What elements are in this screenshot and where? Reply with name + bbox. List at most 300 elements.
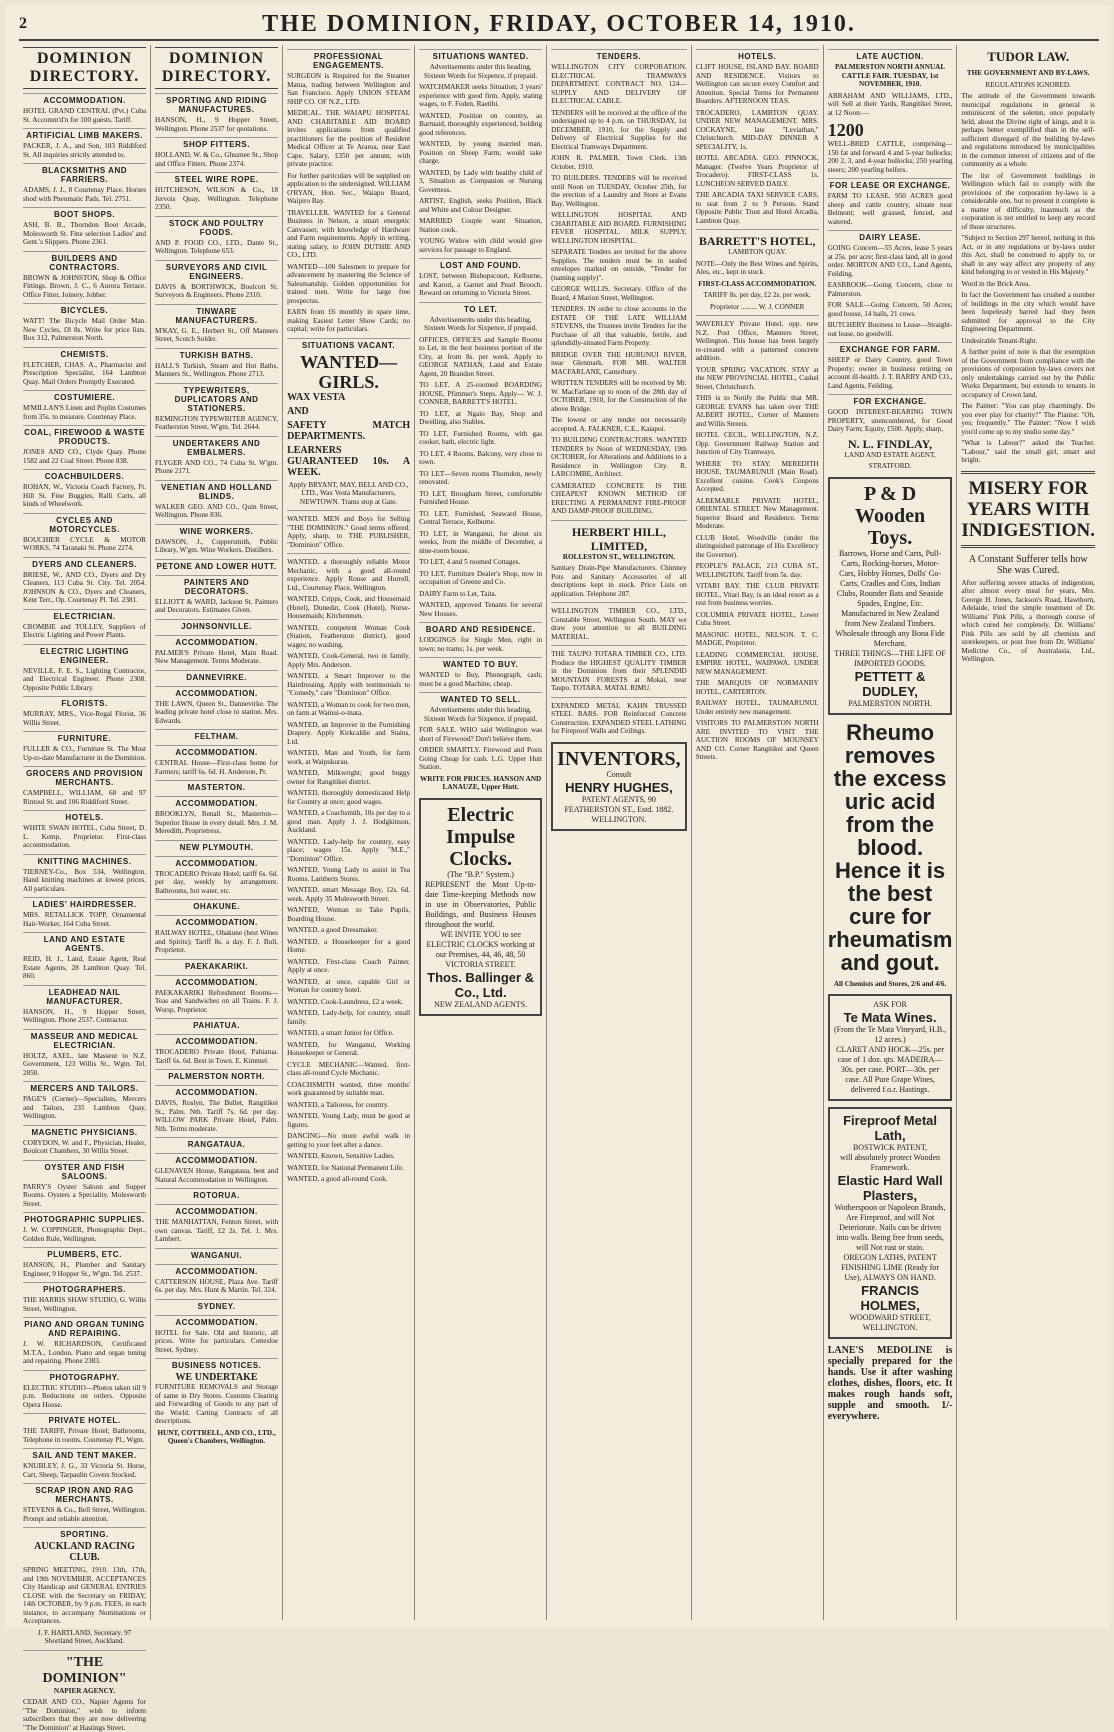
situation-ad: MARRIED Couple want Situation, Station cook. [419, 217, 543, 234]
hotel-ad: COLUMBIA PRIVATE HOTEL, Lower Cuba Street. [695, 610, 819, 627]
directory-section-heading: ACCOMMODATION. [155, 975, 278, 987]
directory-section-entry: PALMER'S Private Hotel, Main Road. New Management. Terms Moderate. [155, 648, 279, 665]
vacant-ad: WANTED, competent Woman Cook (Station, Featherston district), good wages; no washing. [287, 623, 411, 649]
column-1 [19, 45, 151, 1732]
exchange-text: SHEEP or Dairy Country, good Town Property; owner in business retiring on account ill-health. J. T. BARRY AND CO., Land Agents, Feilding. [827, 356, 953, 390]
cattle-text: WELL-BRED CATTLE, comprising— 150 fat and forward 4 and 5-year bullocks; 200 2, 3, and 4-year bullocks; 250 yearling steers; 200 yearling heifers. [827, 140, 953, 174]
tender-ad: CAMERATED CONCRETE IS THE CHEAPEST KNOWN METHOD OF ERECTING A PERMANENT FIRE-PROOF AND DAMP-PROOF BUILDING. [551, 481, 687, 515]
directory-section-heading: SYDNEY. [155, 1299, 278, 1311]
auction-heading: LATE AUCTION. [828, 49, 953, 61]
directory-section-heading: FLORISTS. [23, 696, 146, 708]
directory-section-entry: MURRAY, MRS., Vice-Regal Florist, 36 Willis Street. [23, 710, 147, 727]
inventors-ad [551, 742, 687, 831]
tender-ad: WELLINGTON CITY CORPORATION. ELECTRICAL TRAMWAYS DEPARTMENT. CONTRACT NO. 124—SUPPLY AND DELIVERY OF ELECTRICAL CABLE. [551, 63, 687, 105]
clocks-firm: Thos. Ballinger & Co., Ltd. [427, 969, 535, 1000]
directory-section-heading: ELECTRICIAN. [23, 609, 146, 621]
vacant-ad: WANTED, a smart Junior for Office. [287, 1029, 394, 1037]
lath-plaster-sub: Wotherspoon or Napoleon Brands, [834, 1203, 946, 1212]
directory-section-heading: PAINTERS AND DECORATORS. [155, 575, 278, 596]
article-paragraph: The attitude of the Government towards municipal regulations in general is reminiscent of the solemn, once popularly held, about the Divine right of kings, and it is perhaps better exemplified than in the self-sufficient disregard of the building by-laws and regulations introduced by municipalities in the common interest of citizens and of the community as a whole. [961, 92, 1095, 168]
wines-ad [828, 994, 953, 1101]
vacant-ad: WANTED, a Smart Improver to the Hairdressing. Apply with testimonials to "Comedy," care "Dominion" Office. [287, 672, 411, 697]
directory-section-heading: DYERS AND CLEANERS. [23, 557, 146, 569]
directory-section-entry: CROMBIE and TOLLEY, Suppliers of Electric Lighting and Power Plants. [23, 622, 147, 639]
directory-section-heading: WINE WORKERS. [155, 524, 278, 536]
directory-section-entry: CAMPBELL, WILLIAM, 68 and 97 Rintoul St. and 106 Riddiford Street. [23, 789, 147, 806]
inventors-title: INVENTORS, [557, 747, 681, 770]
undertake-title: WE UNDERTAKE [175, 1372, 258, 1383]
newspaper-title: THE DOMINION, FRIDAY, OCTOBER 14, 1910. [262, 10, 856, 37]
directory-section-heading: HOTELS. [23, 810, 146, 822]
directory-section-entry: WALKER GEO. AND CO., Quin Street, Wellington. Phone 836. [155, 502, 279, 519]
directory-section-entry: TROCADERO Private Hotel, Pahiatua. Tariff 6s. 6d. Best in Town. E. Kimmel. [155, 1048, 279, 1065]
dominion-ad-subtitle: NAPIER AGENCY. [53, 1686, 116, 1695]
directory-section-entry: WATT! The Bicycle Mail Order Man. New Cycles, £8 8s. Write for price lists. Box 312, Palmerston North. [23, 317, 147, 342]
directory-section-heading: COSTUMIERE. [23, 390, 146, 402]
tolet-ad: TO LET, Brougham Street, comfortable Furnished House. [419, 489, 543, 506]
directory-section-heading: STEEL WIRE ROPE. [155, 172, 278, 184]
directory-section-entry: THE HARRIS SHAW STUDIO, G. Willis Street, Wellington. [23, 1296, 147, 1313]
column-7 [824, 45, 958, 1620]
directory-section-heading: BICYCLES. [23, 303, 146, 315]
directory-section-heading: COACHBUILDERS. [23, 469, 146, 481]
directory-section-heading: MERCERS AND TAILORS. [23, 1081, 146, 1093]
clocks-title: Electric Impulse Clocks. [446, 803, 516, 870]
farm-ad: EASBROOK—Going Concern, close to Palmerston. [827, 281, 953, 298]
farm-ad: FOR SALE—Going Concern, 50 Acres; good house, 14 bails, 21 cows. [827, 301, 953, 318]
directory-section-heading: PAEKAKARIKI. [155, 959, 278, 971]
lath-plaster: Elastic Hard Wall Plasters, [837, 1173, 943, 1203]
offices-ad: OFFICES. OFFICES and Sample Rooms to Let, in the best business portion of the City, at from 8s. per week. Apply to GEORGE NATHAN, Land and Estate Agent, 20 Brandon Street. [419, 335, 543, 378]
steel-ad: EXPANDED METAL KAHN TRUSSED STEEL BARS. FOR Reinforced Concrete Construction. EXPANDED STEEL LATHING for Fireproof Walls and Ceilings. [551, 701, 687, 735]
directory-section-entry: BROWN & JOHNSTON, Shop & Office Fittings. Brown, J. C., 6 Aurora Terrace. Office Fitter, Joinery, Jobber. [23, 273, 147, 299]
directory-section-heading: ACCOMMODATION. [155, 635, 278, 647]
directory-section-entry: BRIESE, W., AND CO., Dyers and Dry Cleaners, 113 Cuba St. City. Tel. 2054. JOHNSON & CO., Dyers and Cleaners, Kent Terr., Op. Courtenay Pl. Tel. 2381. [23, 570, 147, 604]
rheumo-ad: Rheumo removes the excess uric acid from the blood. Hence it is the best cure for rheumatism and gout. [827, 719, 953, 975]
tolet-ad: TO LET, in Wanganui, for about six weeks, from the middle of December, a nine-room house. [419, 529, 543, 555]
directory-section-heading: MASTERTON. [155, 780, 278, 792]
misery-sub: A Constant Sufferer tells how She was Cured. [968, 553, 1088, 576]
wanted-girls-line: LEARNERS GUARANTEED 10s. A WEEK. [287, 444, 411, 478]
directory-section-heading: ACCOMMODATION. [155, 1153, 278, 1165]
vacant-ad: WANTED, Lady-help, for country, small family. [287, 1009, 411, 1026]
barretts-note: NOTE—Only the Best Wines and Spirits, Ales, etc., kept in stock. [695, 259, 819, 276]
tolet-heading: TO LET. [419, 302, 542, 314]
columns [19, 45, 1099, 1732]
directory-section-entry: ASH, B. B., Thorndon Boot Arcade, Molesworth St. Fine selection Ladies' and Gent.'s Slippers. Phone 2361. [23, 221, 147, 246]
clocks-ad [419, 798, 542, 1016]
write-prices: WRITE FOR PRICES. HANSON AND LANAUZE, Upper Hutt. [420, 774, 542, 791]
tolet-note: Advertisements under this heading, Sixteen Words for Sixpence, if prepaid. [423, 315, 538, 332]
directory-section-heading: CYCLES AND MOTORCYCLES. [23, 513, 146, 534]
article-paragraph: Word in the Brick Area. [961, 279, 1031, 288]
vacant-ad: WANTED, First-class Coach Painter. Apply at once. [287, 957, 411, 974]
directory-section-heading: COAL, FIREWOOD & WASTE PRODUCTS. [23, 425, 146, 446]
directory-section-heading: BOOT SHOPS. [23, 207, 146, 219]
vacant-ad: CYCLE MECHANIC—Wanted, first-class all-round Cycle Mechanic. [287, 1060, 411, 1077]
tolet-ad: TO LET, Furniture Dealer's Shop, now in occupation of Greene and Co. [419, 569, 543, 586]
lath-sub: BOSTWICK PATENT, [852, 1143, 928, 1152]
directory-section-entry: KNUBLEY, J. G., 33 Victoria St. Horse, Cart, Sheep, Tarpaulin Covers Stocked. [23, 1462, 147, 1479]
hotels-items-2 [696, 320, 819, 762]
tender-ad: JOHN R. PALMER, Town Clerk. 13th October, 1910. [551, 154, 687, 171]
directory-section-heading: MASSEUR AND MEDICAL ELECTRICIAN. [23, 1029, 146, 1050]
situations-wanted-heading: SITUATIONS WANTED. [419, 49, 542, 61]
directory-section-entry: CORYDON, W. and F., Physician, Healer, Boulcott Chambers, 30 Willis Street. [23, 1138, 147, 1155]
lath-lime: OREGON LATHS, PATENT FINISHING LIME (Ready for Use), ALWAYS ON HAND. [841, 1253, 940, 1282]
directory-section-heading: MAGNETIC PHYSICIANS. [23, 1125, 146, 1137]
directory-section-entry: FLYGER AND CO., 74 Cuba St. W'gtn. Phone 2171. [155, 458, 279, 475]
hotel-ad: THE MARQUIS OF NORMANBY HOTEL, CARTERTON. [695, 679, 819, 696]
tolet-ad: TO LET—Seven rooms Thorndon, newly renovated. [419, 469, 543, 486]
findlay-place: STRATFORD. [868, 462, 912, 470]
tender-ad: The lowest or any tender not necessarily accepted. A. FALKNER, C.E., Kaiapoi. [551, 416, 687, 433]
vacant-ad: WANTED, Cripps, Cook, and Housemaid (Hotel), Dunedin, Cook (Hotel), Nurse-Housemaids; Kitchenmen. [287, 595, 411, 620]
forsale-text: FOR SALE. WHO said Wellington was short of Firewood? Don't believe them. [419, 726, 543, 743]
directory-section-heading: OYSTER AND FISH SALOONS. [23, 1160, 146, 1181]
tenders-items [551, 63, 687, 516]
herbert-hill-text: Sanitary Drain-Pipe Manufacturers. Chimney Pots and Sanitary Accessories of all descriptions kept in stock. Price Lists on application. Telephone 287. [551, 564, 687, 598]
lease-heading: FOR LEASE OR EXCHANGE. [828, 178, 953, 190]
directory-section-entry: RAILWAY HOTEL, Ohakune (best Wines and Spirits); Tariff 8s. a day. F. J. Bull, Proprietor. [155, 929, 279, 954]
wanted-girls-line: AND [287, 405, 309, 417]
page-number: 2 [19, 15, 27, 32]
directory-section-entry: BOUCHIER CYCLE & MOTOR WORKS, 74 Taranaki St. Phone 2274. [23, 535, 147, 552]
cattle-count: 1200 [827, 120, 864, 140]
tenders-heading: TENDERS. [551, 49, 687, 61]
article-paragraph: The list of Government buildings in Wellington which fail to comply with the provisions of the corporation by-laws is a considerable one, but to present it complete is a matter of difficulty, inasmuch as the corporation is not entitled to keep any record of those structures. [961, 171, 1095, 231]
directory-section-entry: M'MILLAN'S Linen and Poplin Costumes from 35s. to measure. Courtenay Place. [23, 404, 147, 421]
directory-section-heading: ACCOMMODATION. [155, 1264, 278, 1276]
vacant-ad: WANTED, Man and Youth, for farm work, at Waipukurau. [287, 749, 411, 766]
tender-ad: TO BUILDING CONTRACTORS. WANTED TENDERS by Noon of WEDNESDAY, 19th OCTOBER, for Alterations and Additions to a Residence in Wellington City. R. LARCOMBE, Architect. [551, 436, 687, 478]
tolet-ad: WANTED, approved Tenants for several New Houses. [419, 601, 543, 618]
professional-heading: PROFESSIONAL ENGAGEMENTS. [287, 49, 410, 70]
directory-section-entry: J. W. COPPINGER, Photographic Dept., Golden Rule, Wellington. [23, 1226, 147, 1243]
lease-text: FARM TO LEASE. 950 ACRES good sheep and cattle country, situate near Belmont; well grassed, fenced, and watered. [827, 192, 953, 226]
timber-ad: WELLINGTON TIMBER CO., LTD., Constable Street, Wellington South. MAY we draw your attention to all BUILDING MATERIAL. [551, 607, 687, 641]
article-paragraph: The Painter: "You can play charmingly. Do you ever play for charity?" The Pianist: "Oh, yes; frequently." The Painter: "Now I wish you'd come up to my studio some day." [961, 402, 1095, 436]
hotel-ad: HOTEL CECIL, WELLINGTON, N.Z. Opp. Government Railway Station and Junction of City Tramways. [695, 431, 819, 456]
directory-section-heading: LEADHEAD NAIL MANUFACTURER. [23, 985, 146, 1006]
situation-ad: WANTED, by Lady with healthy child of 3, Situation as Companion or Nursing Governess. [419, 168, 543, 194]
directory-section-heading: BUILDERS AND CONTRACTORS. [23, 251, 146, 272]
vacant-ad: WANTED, Cook-General, two in family. Apply Mrs. Anderson. [287, 652, 411, 669]
directory-section-entry: TROCADERO Private Hotel; tariff 6s. 6d. per day, weekly by arrangement. Bathrooms, hot water, etc. [155, 869, 279, 895]
directory-section-entry: STEVENS & Co., Bell Street, Wellington. Prompt and reliable attention. [23, 1506, 147, 1523]
directory-section-heading: OHAKUNE. [155, 899, 278, 911]
directory-section-entry: DAWSON, J., Coppersmith, Public Library, W'gtn. Wine Workers, Distillers. [155, 537, 279, 554]
directory-section-heading: SHOP FITTERS. [155, 137, 278, 149]
toys-place: PALMERSTON NORTH. [848, 698, 932, 708]
lath-text: will absolutely protect Wooden Framework. [840, 1153, 940, 1172]
professional-ad: MEDICAL. THE WAIAPU HOSPITAL AND CHARITABLE AID BOARD invites applications from qualified practitioners for the position of Resident Medical Officer at Te Araroa, near East Cape. Salary, £350 per annum, with private practice. [287, 109, 411, 168]
column-4 [415, 45, 547, 1620]
tender-ad: GEORGE WILLIS, Secretary. Office of the Board, 4 Marion Street, Wellington. [551, 285, 687, 302]
herbert-hill-addr: ROLLESTON ST., WELLINGTON. [562, 552, 676, 561]
situations-note: Advertisements under this heading, Sixteen Words for Sixpence, if prepaid. [423, 63, 538, 80]
vacant-ad: WANTED, for Wanganui, Working Housekeeper or General. [287, 1040, 411, 1057]
lath-text2: Are Fireproof, and will Not Deteriorate. Nails can be driven into walls. Being free from seeds, will Not rust or stain. [836, 1213, 944, 1252]
directory-section-heading: ACCOMMODATION. [155, 686, 278, 698]
buy-heading: WANTED TO BUY. [419, 657, 542, 669]
clocks-cta: WE INVITE YOU to see ELECTRIC CLOCKS working at our Premises, 44, 46, 48, 50 VICTORIA STREET. [426, 929, 535, 969]
situations-items [419, 83, 542, 254]
directory-section-heading: LAND AND ESTATE AGENTS. [23, 932, 146, 953]
exchange-heading: EXCHANGE FOR FARM. [828, 342, 953, 354]
tolet-items [419, 410, 542, 619]
directory-section-heading: TURKISH BATHS. [155, 348, 278, 360]
hotel-ad: VISITORS TO PALMERSTON NORTH ARE INVITED TO VISIT THE AUCTION ROOMS OF MOUNSEY AND CO. Corner Rangitikei and Queen Streets. [695, 719, 819, 761]
farm-ad: BUTCHERY Business to Lease—Straight-out lease, no goodwill. [827, 321, 953, 338]
directory-section-heading: SAIL AND TENT MAKER. [23, 1448, 146, 1460]
lost-heading: LOST AND FOUND. [419, 258, 542, 270]
professional-items [287, 72, 410, 334]
inventors-text: PATENT AGENTS, 90 FEATHERSTON ST., Estd. 1882. WELLINGTON. [564, 794, 674, 824]
directory-section-entry: JONES AND CO., Clyde Quay. Phone 1582 and 22 Coal Street. Phone 838. [23, 448, 147, 465]
toys-brand: P & D [863, 482, 917, 505]
column-8 [957, 45, 1099, 1620]
vacant-ad: WANTED, a Tailoress, for country. [287, 1100, 389, 1109]
directory-section-heading: PALMERSTON NORTH. [155, 1069, 278, 1081]
racing-club-name: AUCKLAND RACING CLUB. [34, 1541, 135, 1563]
wanted-men: WANTED. MEN and Boys for Selling "THE DOMINION." Good terms offered. Apply, sharp, to THE PUBLISHER, "Dominion" Office. [287, 515, 411, 549]
hotel-ad: WHERE TO STAY. MEREDITH HOUSE, TAUMARUNUI (Main Road). Excellent cuisine. Cook's Coupons Accepted. [695, 459, 819, 493]
tolet-ad: DAIRY Farm to Let, Taita. [419, 589, 497, 598]
directory-section-entry: CATTERSON HOUSE, Plaza Ave. Tariff 6s. per day. Mrs. Hunt & Martin. Tel. 324. [155, 1277, 279, 1294]
hotel-ad: LEADING COMMERCIAL HOUSE. EMPIRE HOTEL, WAIPAWA. UNDER NEW MANAGEMENT. [695, 650, 819, 676]
hotels-items [696, 63, 819, 225]
directory-section-heading: ACCOMMODATION. [155, 1315, 278, 1327]
column-2 [151, 45, 283, 1620]
directory-section-heading: TINWARE MANUFACTURERS. [155, 304, 278, 325]
article-paragraph: A further point of note is that the exemption of the Government from compliance with the provisions of corporation by-laws covers not only undertakings carried out by the Public Works Department, but extends to tenants in occupancy of Crown land. [961, 348, 1095, 399]
article-paragraph: "Subject to Section 297 hereof, nothing in this Act, or in any regulations or by-laws under this Act, shall be construed to apply to, or shall in any way affect any property of any kind belonging to or vested in His Majesty." [961, 234, 1095, 276]
vacant-ad: WANTED, a good Dressmaker. [287, 926, 378, 934]
directory-section-heading: ACCOMMODATION. [155, 856, 278, 868]
directory-section-entry: PAEKAKARIKI Refreshment Rooms—Teas and Sandwiches on all Trains. F. J. Worsp, Proprietor. [155, 988, 279, 1014]
directory-section-entry: ADAMS, J. J., 8 Courtenay Place. Horses shod with Pneumatic Pads. Tel. 2751. [23, 186, 147, 203]
directory-section-heading: BLACKSMITHS AND FARRIERS. [23, 163, 146, 184]
sell-heading: WANTED TO SELL. [419, 692, 542, 704]
tolet-ad: TO LET, 4 and 5 roomed Cottages. [419, 558, 521, 566]
directory-section-heading: ACCOMMODATION. [155, 915, 278, 927]
auction-text: PALMERSTON NORTH ANNUAL CATTLE FAIR. TUESDAY, 1st NOVEMBER, 1910. [835, 63, 946, 88]
directory-section-entry: BROOKLYN, Renall St., Masterton—Superior House in every detail. Mrs. J. M. Meredith, Proprietress. [155, 810, 279, 835]
tolet-ad: TO LET, Furnished Rooms, with gas cooker, bath, electric light. [419, 429, 543, 446]
directory-section-entry: HOLTZ, AXEL, late Masseur to N.Z. Government, 123 Willis St., Wgtn. Tel. 2850. [23, 1051, 147, 1077]
directory-section-heading: ACCOMMODATION. [155, 1085, 278, 1097]
vacant-ad: WANTED, at once, capable Girl or Woman for country hotel. [287, 977, 411, 994]
directory-section-entry: THE MANHATTAN, Fenton Street, with own canvas. Tariff, £2 2s. Tel. 1. Mrs. Lambert. [155, 1218, 279, 1243]
hotel-ad: THIS is to Notify the Public that MR. GEORGE EVANS has taken over THE ALBERT HOTEL, Corner of Manners and Willis Streets. [695, 394, 819, 428]
directory-section-heading: FURNITURE. [23, 731, 146, 743]
boarding-ad: TO LET. A 25-roomed BOARDING HOUSE, Pfimmer's Steps. Apply— W. J. CONNER, BARRETT'S HOTEL. [419, 381, 543, 406]
order-smartly: ORDER SMARTLY. Firewood and Posts Going Cheap for cash. L.G. Upper Hutt Station. [419, 746, 543, 771]
for-exchange-heading: FOR EXCHANGE. [828, 394, 953, 406]
professional-ad: For further particulars will be supplied on application to the undersigned. WILLIAM O'RYAN, Hon. Sec., Waiapu Board, Waipiro Bay. [287, 171, 411, 205]
vacant-ad: WANTED, Young Lady, must be good at figures. [287, 1112, 411, 1129]
directory-section-entry: FLETCHER, CHAS. A., Pharmacist and Prescription Specialist, 164 Lambton Quay. Mail Orders Promptly Executed. [23, 360, 147, 386]
wanted-girls-apply: Apply BRYANT, MAY, BELL AND CO., LTD., Wax Vesta Manufacturers, NEWTOWN. Trams stop at Gate. [288, 480, 409, 506]
situation-ad: YOUNG Widow with child would give services for passage to England. [419, 237, 543, 254]
dairy-text: GOING Concern—55 Acres, lease 5 years at 25s. per acre; first-class land, all in good order. MORTON AND CO., Land Agents, Feilding. [827, 244, 953, 278]
vacant-ad: WANTED, Young Lady to assist in Tea Rooms. Lamberts Stores. [287, 866, 411, 883]
directory-section-heading: PHOTOGRAPHIC SUPPLIES. [23, 1212, 146, 1224]
tolet-ad: TO LET, Furnished, Seaward House, Central Terrace, Kelburne. [419, 509, 543, 526]
directory-section-entry: DAVIS & BORTHWICK, Boulcott St. Surveyors & Engineers. Phone 2310. [155, 282, 279, 299]
clocks-subtitle: (The "B.P." System.) [447, 869, 514, 879]
directory-section-heading: SPORTING AND RIDING MANUFACTURES. [155, 93, 278, 114]
board-heading: BOARD AND RESIDENCE. [419, 622, 542, 634]
directory-section-heading: SURVEYORS AND CIVIL ENGINEERS. [155, 260, 278, 281]
directory-section-heading: PETONE AND LOWER HUTT. [155, 559, 278, 571]
directory-section-heading: VENETIAN AND HOLLAND BLINDS. [155, 480, 278, 501]
directory-section-entry: HUTCHESON, WILSON & Co., 18 Jervois Quay, Wellington. Telephone 2350. [155, 186, 279, 211]
directory-section-heading: PHOTOGRAPHERS. [23, 1282, 146, 1294]
professional-ad: TRAVELLER. WANTED for a General Business in Nelson, a smart energetic Canvasser, with knowledge of Hardware and Farm requirements. Apply in writing, stating salary, to JOHN DUTHIE AND CO., LTD. [287, 208, 411, 259]
directory-section-entry: GLENAVEN House, Rangataua, best and Natural Accommodation in Wellington. [155, 1167, 279, 1184]
sell-note: Advertisements under this heading, Sixteen Words for Sixpence, if prepaid. [423, 706, 538, 723]
situation-ad: WANTED, by young married man, Position on Sheep Farm; would take charge. [419, 140, 543, 165]
racing-sign: J. F. HARTLAND, Secretary. 97 Shortland Street, Auckland. [37, 1628, 132, 1645]
vacant-ad: WANTED, Woman to Take Pupils, Boarding House. [287, 906, 411, 923]
professional-ad: SURGEON is Required for the Steamer Matua, trading between Wellington and San Francisco. Apply UNION STEAM SHIP CO. OF N.Z., LTD. [287, 72, 411, 106]
directory-section-entry: DAVIS, Roslyn, The Bullet, Rangitikei St., Palm. Nth. Tariff 7s. 6d. per day. WILLOW PARK Private Hotel, Palm. Nth. Terms moderate. [155, 1099, 279, 1133]
tender-ad: TENDERS. IN order to close accounts in the ESTATE OF THE LATE WILLIAM STEVENS, the Trustees invite Tenders for the Purchase of all that valuable, fertile, and splendidly-situated Farm Property. [551, 305, 687, 347]
directory-section-heading: STOCK AND POULTRY FOODS. [155, 216, 278, 237]
inventors-sub: Consult [606, 769, 632, 779]
directory-section-heading: PRIVATE HOTEL. [23, 1413, 146, 1425]
toys-wholesale: Wholesale through any Bona Fide Merchant. [835, 628, 945, 648]
tender-ad: TENDERS will be received at the office of the undersigned up to 4 p.m. on THURSDAY, 1st DECEMBER, 1910, for the Supply and Delivery of Electrical Supplies for the Electrical Tramways Department. [551, 108, 687, 151]
vacant-ad: WANTED, Cook-Laundress, £2 a week. [287, 997, 404, 1006]
directory-section-heading: RANGATAUA. [155, 1137, 278, 1149]
undertake-text: FURNITURE REMOVALS and Storage of same in Dry Stores. Customs Clearing and Forwarding of Goods to any part of the World. Carting Contracts of all descriptions. [155, 1383, 279, 1425]
directory-section-heading: ACCOMMODATION. [155, 1034, 278, 1046]
directory-heading: DOMINION DIRECTORY. [23, 47, 146, 89]
directory-section-heading: SCRAP IRON AND RAG MERCHANTS. [23, 1483, 146, 1504]
hotel-ad: CLIFT HOUSE, ISLAND BAY. BOARD AND RESIDENCE. Visitors to Wellington can secure every Comfort and Attention. Special Terms for Permanent Boarders. AFTERNOON TEAS. [695, 63, 819, 105]
undertake-sign: HUNT, COTTRELL, AND CO., LTD., Queen's Chambers, Wellington. [157, 1428, 276, 1445]
article-body [961, 92, 1095, 465]
hotel-ad: ALBEMARLE PRIVATE HOTEL, ORIENTAL STREET. New Management. Superior Board and Residence. Terms Moderate. [695, 496, 819, 530]
directory-section-heading: FELTHAM. [155, 729, 278, 741]
vacant-ad: WANTED, a Housekeeper for a good Home. [287, 937, 411, 954]
vacant-ad: WANTED, for National Permanent Life. [287, 1163, 405, 1172]
directory-section-heading: DANNEVIRKE. [155, 670, 278, 682]
directory-section-heading: CHEMISTS. [23, 347, 146, 359]
directory-section-entry: HOTEL GRAND CENTRAL (Pvt.) Cuba St. Accomm'd'n for 100 guests. Tariff. [23, 107, 147, 124]
toys-ad [828, 477, 953, 715]
article-regs: REGULATIONS IGNORED. [985, 80, 1071, 89]
directory-section-heading: PLUMBERS, ETC. [23, 1247, 146, 1259]
vacant-items [287, 558, 410, 1184]
wines-ask: ASK FOR [873, 1000, 907, 1009]
sporting-heading: SPORTING. [23, 1527, 146, 1539]
toys-title: Wooden Toys. [855, 504, 926, 549]
directory-section-heading: ACCOMMODATION. [155, 1204, 278, 1216]
directory-section-heading: LADIES' HAIRDRESSER. [23, 897, 146, 909]
directory-section-heading: PHOTOGRAPHY. [23, 1370, 146, 1382]
hotel-ad: RAILWAY HOTEL, TAUMARUNUI. Under entirely new management. [695, 699, 819, 716]
directory-section-entry: CENTRAL House—First-class home for Farmers; tariff 6s. 6d. H. Anderson, Pr. [155, 759, 279, 776]
wines-title: Te Mata Wines. [843, 1010, 937, 1025]
directory-section-entry: M'KAY, G. E., Herbert St., Off Manners Street, Scotch Solder. [155, 326, 279, 343]
directory-section-entry: NEVILLE, F. E. S., Lighting Contractor, and Electrical Engineer. Phone 2308. Opposite Public Library. [23, 666, 147, 692]
directory-section-entry: ELLIOTT & WARD, Jackson St. Painters and Decorators. Estimates Given. [155, 597, 279, 614]
barretts-sub: LAMBTON QUAY. [728, 248, 787, 256]
newspaper-page [5, 5, 1109, 1732]
toys-firm: PETTETT & DUDLEY, [854, 668, 926, 699]
wanted-girls-line: SAFETY MATCH DEPARTMENTS. [287, 419, 411, 442]
column-5 [547, 45, 692, 1620]
directory-heading-2: DOMINION DIRECTORY. [155, 47, 278, 89]
directory-sections [23, 93, 146, 1523]
directory-section-entry: HANSON, H., Plumber and Sanitary Engineer, 9 Hopper St., W'gtn. Tel. 2537. [23, 1261, 147, 1278]
directory-section-entry: HANSON, H., 9 Hopper Street, Wellington. Phone 2537. Contractor. [23, 1007, 147, 1024]
board-text: LODGINGS for Single Men, right in town; no trams; 1s. per week. [419, 636, 543, 653]
lath-addr: WOODWARD STREET, WELLINGTON. [849, 1313, 931, 1332]
hotel-ad: PEOPLE'S PALACE, 213 CUBA ST., WELLINGTON. Tariff from 5s. day. [695, 562, 819, 579]
article-paragraph: "What is Labour?" asked the Teacher. "Labour," said the small girl, smart and bright. [961, 439, 1095, 464]
vacant-ad: COACHSMITH wanted, three months' work guaranteed by suitable man. [287, 1080, 411, 1097]
vacant-ad: WANTED, smart Message Boy, 12s. 6d. week. Apply 35 Molesworth Street. [287, 886, 411, 903]
situation-ad: WANTED, Position on country, as Barmaid, thoroughly experienced, holding good references. [419, 111, 543, 137]
tender-ad: BRIDGE OVER THE HURUNUI RIVER, near Glenmark. FOR MR. WALTER MACFARLANE, Canterbury. [551, 350, 687, 376]
directory-section-entry: HALL'S Turkish, Steam and Hot Baths, Manners St., Wellington. Phone 2713. [155, 361, 279, 378]
situation-ad: WATCHMAKER seeks Situation; 3 years' experience with good firm. Apply, stating wages, to F. Foden, Raetihi. [419, 83, 543, 108]
hotel-ad: THE ARCADIA TAXI SERVICE CARS, to seat from 2 to 9 Persons. Stand Opposite Public Trust and Hotel Arcadia, Lambton Quay. [695, 191, 819, 225]
vacant-ad: WANTED, Lady-help for country, easy place; wages 15s. Apply "M.E.," "Dominion" Office. [287, 837, 411, 863]
vacant-heading: SITUATIONS VACANT. [287, 338, 410, 350]
directory-section-heading: WANGANUI. [155, 1248, 278, 1260]
herbert-hill-name: HERBERT HILL, LIMITED, [571, 524, 666, 553]
directory-section-heading: ROTORUA. [155, 1188, 278, 1200]
racing-text: SPRING MEETING, 1910. 13th, 17th, and 19th NOVEMBER. ACCEPTANCES City Handicap and GENERAL ENTRIES CLOSE with the Secretary on FRIDAY, 14th OCTOBER, by 9 p.m. FEES, in each instance, to accompany Nominations or Acceptances. [23, 1566, 147, 1625]
professional-ad: WANTED—100 Salesmen to prepare for advancement by mastering the Science of Salesmanship. Golden opportunities for trained men. Write for large free prospectus. [287, 262, 411, 305]
vacant-ad: WANTED, Milkwright; good buggy owner for Rangitikei district. [287, 769, 411, 786]
directory-section-entry: HOTEL for Sale. Old and historic, all prices. Write for particulars. Cottesloe Street, Sydney. [155, 1328, 279, 1354]
toys-three: THREE THINGS—THE LIFE OF IMPORTED GOODS. [834, 648, 946, 668]
vacant-ad: WANTED, a good all-round Cook. [287, 1175, 388, 1183]
findlay-name: N. L. FINDLAY, [848, 436, 933, 451]
directory-section-heading: ACCOMMODATION. [23, 93, 146, 105]
barretts-tariff: TARIFF 8s. per day, £2 2s. per week. [703, 291, 811, 299]
wanted-girls-line: WAX VESTA [287, 391, 346, 403]
directory-section-heading: JOHNSONVILLE. [155, 619, 278, 631]
lath-title: Fireproof Metal Lath, [843, 1113, 938, 1143]
directory-section-entry: FULLER & CO., Furniture St. The Most Up-to-date Manufacturer in the Dominion. [23, 745, 147, 762]
dominion-ad-title: "THE DOMINION" [42, 1654, 127, 1686]
lath-ad [828, 1107, 953, 1339]
clocks-place: NEW ZEALAND AGENTS. [434, 999, 528, 1009]
tender-ad: WRITTEN TENDERS will be received by Mr. W. MacFarlane up to noon of the 28th day of OCTOBER, 1910, for the Construction of the above Bridge. [551, 379, 687, 413]
clocks-text: REPRESENT the Most Up-to-date Time-keeping Methods now in use in Observatories, Public Buildings, and Business Houses throughout the world. [425, 879, 537, 929]
column-6 [692, 45, 824, 1620]
tolet-ad: TO LET, 4 Rooms, Balcony, very close to town. [419, 449, 543, 466]
hotel-ad: CLUB Hotel, Woodville (under the distinguished patronage of His Excellency the Governor). [695, 533, 819, 559]
findlay-sub: LAND AND ESTATE AGENT, [844, 450, 936, 459]
wanted-girls-title: WANTED—GIRLS. [300, 351, 398, 392]
directory-section-entry: MRS. RETALLICK TOPP, Ornamental Hair-Worker, 164 Cuba Street. [23, 911, 147, 928]
lath-firm: FRANCIS HOLMES, [860, 1283, 920, 1313]
directory-section-entry: WHITE SWAN HOTEL, Cuba Street, D. L. Kemp, Proprietor. First-class accommodation. [23, 824, 147, 849]
directory-section-entry: THE LAWN, Queen St., Dannevirke. The leading private hotel close to station. Mrs. Edwards. [155, 699, 279, 725]
barretts-title: BARRETT'S HOTEL, [698, 234, 816, 248]
medoline-ad: LANE'S MEDOLINE is specially prepared for the hands. Use it after washing clothes, dishes, floors, etc. It makes rough hands soft, supple and smooth. 1/- everywhere. [827, 1345, 953, 1422]
directory-section-heading: NEW PLYMOUTH. [155, 840, 278, 852]
